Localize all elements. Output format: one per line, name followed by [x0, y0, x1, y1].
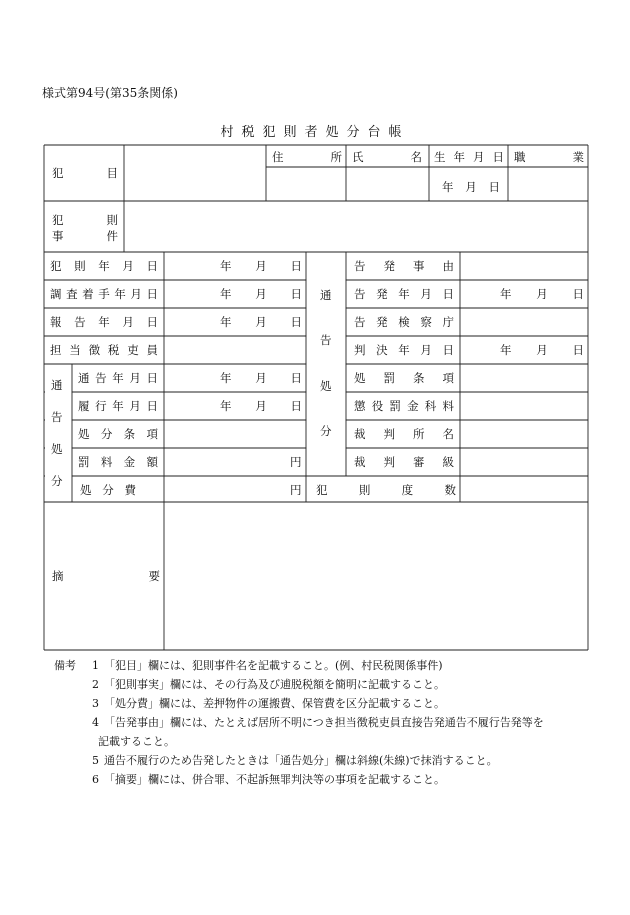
char: 告	[320, 333, 332, 348]
char: 則	[74, 259, 86, 273]
tsukoku-row-label-2	[78, 427, 158, 441]
char: 額	[146, 455, 158, 469]
kokuhatsu-row-label-6	[354, 427, 454, 441]
char: 年	[220, 259, 232, 273]
char: 月	[255, 371, 267, 385]
char: 履	[78, 399, 90, 413]
char: 氏	[352, 150, 364, 164]
char: 年	[398, 343, 410, 357]
char: 処	[51, 442, 63, 456]
tekiyo-label	[52, 569, 160, 583]
note-text: 「処分費」欄には、差押物件の運搬費、保管費を区分記載すること。	[104, 697, 445, 710]
hansoku-dosu-label	[316, 483, 456, 497]
note-text: 「告発事由」欄には、たとえば居所不明につき担当徴税吏員直接告発通告不履行告発等を	[104, 716, 544, 729]
char: 裁	[354, 455, 366, 469]
char: 日	[146, 315, 158, 329]
char: 条	[123, 427, 136, 441]
char: 決	[376, 343, 388, 357]
char: 日	[290, 371, 302, 385]
char: 庁	[442, 315, 454, 329]
note-item	[54, 675, 630, 694]
note-item	[54, 732, 630, 751]
char: 名	[442, 427, 454, 441]
kokuhatsu-row-value-1	[500, 287, 584, 301]
char: 所	[330, 150, 342, 164]
char: 月	[465, 180, 477, 194]
char: 告	[354, 315, 366, 329]
tsukoku-row-value-3	[290, 455, 304, 469]
char: 日	[572, 343, 584, 357]
char: 円	[290, 455, 302, 469]
char: 当	[69, 343, 81, 357]
note-item	[54, 656, 630, 675]
char: 日	[290, 287, 302, 301]
birth-label	[434, 150, 504, 164]
char: 金	[123, 455, 136, 469]
char: 日	[290, 399, 302, 413]
char: 徴	[88, 343, 101, 357]
char: 税	[107, 343, 120, 357]
char: 職	[514, 150, 526, 164]
tsukoku-row-label-3	[78, 455, 158, 469]
char: 日	[492, 150, 504, 164]
char: 日	[146, 399, 158, 413]
shimei-label	[352, 150, 422, 164]
tsukoku-group-label	[51, 378, 63, 488]
note-item	[54, 713, 630, 732]
char: 由	[442, 259, 454, 273]
char: 日	[146, 287, 158, 301]
char: 検	[398, 315, 410, 329]
char: 月	[255, 259, 267, 273]
char: 月	[536, 287, 548, 301]
char: 犯	[52, 213, 64, 227]
char: 日	[146, 371, 158, 385]
char: 月	[420, 343, 432, 357]
left-row-label-3	[50, 343, 158, 357]
char: 所	[413, 427, 425, 441]
char: 手	[98, 287, 110, 301]
char: 年	[453, 150, 465, 164]
char: 年	[220, 315, 232, 329]
char: 通	[320, 288, 332, 302]
left-row-label-0	[50, 259, 158, 273]
kokuhatsu-group-label	[320, 288, 332, 438]
char: 通	[78, 371, 90, 385]
char: 件	[106, 229, 118, 243]
char: 月	[255, 399, 267, 413]
char: 月	[255, 287, 267, 301]
left-row-value-1	[220, 287, 302, 301]
char: 告	[354, 287, 366, 301]
note-text: 「犯則事実」欄には、その行為及び逋脱税額を簡明に記載すること。	[104, 678, 445, 691]
note-item	[54, 694, 630, 713]
char: 発	[376, 287, 388, 301]
note-number: 6	[92, 773, 99, 786]
char: 犯	[316, 483, 328, 497]
char: 日	[442, 287, 454, 301]
char: 月	[473, 150, 485, 164]
note-number: 3	[92, 697, 99, 710]
char: 年	[114, 287, 126, 301]
note-number: 4	[92, 716, 99, 729]
char: 金	[407, 399, 419, 413]
char: 事	[413, 259, 425, 273]
tsukoku-row-label-0	[78, 371, 158, 385]
char: 日	[572, 287, 584, 301]
char: 業	[572, 150, 584, 164]
char: 項	[442, 371, 454, 385]
char: 行	[95, 399, 107, 413]
kokuhatsu-row-label-7	[354, 455, 454, 469]
char: 要	[148, 569, 160, 583]
char: 吏	[127, 343, 139, 357]
char: 告	[95, 371, 107, 385]
tsukoku-row-value-0	[220, 371, 302, 385]
char: 年	[98, 259, 110, 273]
char: 摘	[52, 569, 64, 583]
char: 日	[290, 259, 302, 273]
left-row-label-1	[50, 287, 158, 301]
char: 月	[420, 287, 432, 301]
char: 裁	[354, 427, 366, 441]
jusho-label	[272, 150, 342, 164]
char: 月	[129, 371, 141, 385]
note-text: 通告不履行のため告発したときは「通告処分」欄は斜線(朱線)で抹消すること。	[104, 754, 498, 767]
char: 審	[413, 455, 425, 469]
char: 則	[106, 213, 118, 227]
char: 日	[442, 343, 454, 357]
kokuhatsu-row-label-5	[354, 399, 454, 413]
char: 判	[354, 343, 366, 357]
tsukoku-row-value-1	[220, 399, 302, 413]
notes-prefix: 備考	[54, 659, 76, 672]
birth-value	[442, 180, 500, 194]
char: 報	[50, 315, 62, 329]
left-row-label-2	[50, 315, 158, 329]
char: 分	[100, 427, 113, 441]
char: 処	[354, 371, 366, 385]
shokugyo-label	[514, 150, 584, 164]
char: 住	[272, 150, 284, 164]
char: 発	[383, 259, 395, 273]
char: 判	[383, 455, 395, 469]
char: 費	[124, 483, 136, 497]
char: 員	[146, 343, 158, 357]
char: 罰	[389, 399, 401, 413]
kokuhatsu-row-label-1	[354, 287, 454, 301]
char: 円	[290, 483, 302, 497]
char: 月	[255, 315, 267, 329]
hansoku-jiken-label-2	[52, 229, 118, 243]
char: 年	[398, 287, 410, 301]
char: 度	[401, 483, 414, 497]
char: 日	[290, 315, 302, 329]
char: 目	[106, 166, 118, 180]
char: 処	[78, 427, 90, 441]
note-item	[54, 770, 630, 789]
char: 生	[434, 150, 446, 164]
note-item	[54, 751, 630, 770]
char: 判	[383, 427, 395, 441]
notes-section	[54, 656, 630, 789]
char: 罰	[78, 455, 90, 469]
tsukoku-row-value-4	[290, 483, 304, 497]
tsukoku-row-label-1	[78, 399, 158, 413]
char: 察	[420, 315, 432, 329]
char: 犯	[52, 166, 64, 180]
char: 事	[52, 229, 64, 243]
char: 名	[410, 150, 422, 164]
char: 告	[354, 259, 366, 273]
note-text: 「犯目」欄には、犯則事件名を記載すること。(例、村民税関係事件)	[104, 659, 443, 672]
kokuhatsu-row-label-2	[354, 315, 454, 329]
char: 数	[444, 483, 456, 497]
char: 条	[413, 371, 425, 385]
char: 項	[146, 427, 158, 441]
char: 通	[51, 378, 63, 392]
note-text: 記載すること。	[98, 735, 175, 748]
char: 級	[442, 455, 454, 469]
char: 月	[129, 399, 141, 413]
form-title: 村税犯則者処分台帳	[220, 125, 410, 140]
kokuhatsu-row-label-4	[354, 371, 454, 385]
char: 犯	[50, 259, 62, 273]
hansoku-jiken-label-1	[52, 213, 118, 227]
char: 担	[50, 343, 62, 357]
char: 年	[98, 315, 110, 329]
char: 年	[220, 371, 232, 385]
char: 分	[51, 474, 63, 488]
char: 月	[130, 287, 142, 301]
char: 年	[220, 399, 232, 413]
note-number: 5	[92, 754, 99, 767]
left-row-value-2	[220, 315, 302, 329]
left-row-value-0	[220, 259, 302, 273]
char: 罰	[383, 371, 395, 385]
note-text: 「摘要」欄には、併合罪、不起訴無罪判決等の事項を記載すること。	[104, 773, 445, 786]
note-number: 2	[92, 678, 99, 691]
char: 年	[442, 180, 454, 194]
char: 年	[112, 371, 124, 385]
char: 月	[536, 343, 548, 357]
char: 科	[424, 399, 437, 413]
char: 分	[102, 483, 114, 497]
char: 日	[146, 259, 158, 273]
char: 告	[74, 315, 86, 329]
tsukoku-row-label-4	[80, 483, 136, 497]
char: 日	[488, 180, 500, 194]
char: 則	[358, 483, 371, 497]
kokuhatsu-row-label-3	[354, 343, 454, 357]
char: 料	[100, 455, 113, 469]
char: 告	[51, 410, 63, 424]
hanmoku-label	[52, 166, 118, 180]
char: 発	[376, 315, 388, 329]
note-number: 1	[92, 659, 99, 672]
char: 役	[371, 399, 384, 413]
char: 懲	[354, 399, 366, 413]
char: 査	[66, 287, 78, 301]
form-number-label: 様式第94号(第35条関係)	[42, 86, 178, 100]
char: 処	[320, 378, 332, 393]
kokuhatsu-row-value-3	[500, 343, 584, 357]
char: 分	[320, 423, 332, 438]
kokuhatsu-row-label-0	[354, 259, 454, 273]
char: 年	[112, 399, 124, 413]
char: 年	[500, 343, 512, 357]
char: 月	[122, 259, 134, 273]
char: 処	[80, 483, 92, 497]
char: 調	[50, 287, 62, 301]
char: 着	[82, 287, 94, 301]
char: 年	[500, 287, 512, 301]
char: 年	[220, 287, 232, 301]
char: 料	[442, 399, 454, 413]
char: 月	[122, 315, 134, 329]
